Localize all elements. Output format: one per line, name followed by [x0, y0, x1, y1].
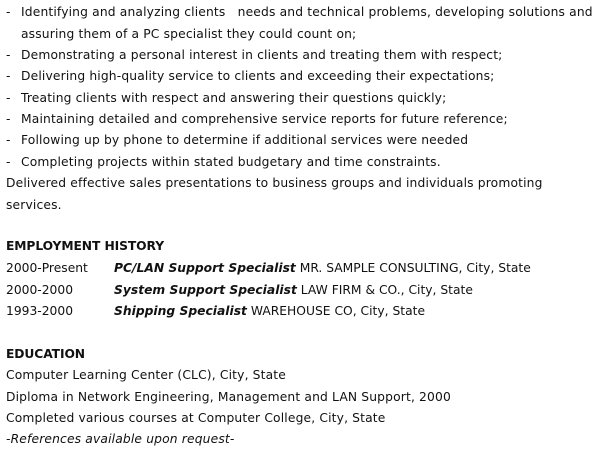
- employment-heading: EMPLOYMENT HISTORY: [6, 239, 165, 253]
- employment-years: 2000-Present: [6, 261, 88, 275]
- job-title: PC/LAN Support Specialist: [114, 261, 296, 275]
- job-title: Shipping Specialist: [114, 304, 247, 318]
- education-line: Computer Learning Center (CLC), City, State: [6, 368, 286, 382]
- bullet-item: - Identifying and analyzing clients needs and technical problems, developing solutions and: [6, 5, 593, 19]
- bullet-item: - Completing projects within stated budgetary and time constraints.: [6, 155, 441, 169]
- references-note: -References available upon request-: [6, 432, 235, 446]
- bullet-item: - Following up by phone to determine if additional services were needed: [6, 133, 469, 147]
- bullet-item: - Maintaining detailed and comprehensive service reports for future reference;: [6, 112, 508, 126]
- employment-row: [6, 260, 531, 276]
- employment-years: 2000-2000: [6, 283, 74, 297]
- bullet-text: Maintaining detailed and comprehensive service reports for future reference;: [21, 112, 508, 126]
- education-line: Completed various courses at Computer College, City, State: [6, 411, 386, 425]
- bullet-item: - Demonstrating a personal interest in clients and treating them with respect;: [6, 48, 503, 62]
- employment-row: [6, 282, 473, 298]
- bullet-text: Following up by phone to determine if additional services were needed: [21, 133, 469, 147]
- education-line: Diploma in Network Engineering, Management and LAN Support, 2000: [6, 390, 451, 404]
- sales-summary-line: services.: [6, 198, 62, 212]
- education-heading: EDUCATION: [6, 347, 85, 361]
- bullet-text: Delivering high-quality service to clients and exceeding their expectations;: [21, 69, 495, 83]
- employer: WAREHOUSE CO, City, State: [250, 304, 426, 318]
- bullet-text: Demonstrating a personal interest in clients and treating them with respect;: [21, 48, 503, 62]
- job-title: System Support Specialist: [114, 283, 297, 297]
- bullet-item: - Treating clients with respect and answering their questions quickly;: [6, 91, 447, 105]
- bullet-continuation: assuring them of a PC specialist they could count on;: [21, 27, 357, 41]
- employer: MR. SAMPLE CONSULTING, City, State: [299, 261, 531, 275]
- bullet-item: - Delivering high-quality service to clients and exceeding their expectations;: [6, 69, 495, 83]
- employer: LAW FIRM & CO., City, State: [300, 283, 473, 297]
- employment-years: 1993-2000: [6, 304, 74, 318]
- sales-summary-line: Delivered effective sales presentations to business groups and individuals promoting: [6, 176, 543, 190]
- bullet-text: Identifying and analyzing clients needs and technical problems, developing solutions and: [21, 5, 593, 19]
- bullet-text: Treating clients with respect and answering their questions quickly;: [21, 91, 447, 105]
- bullet-text: Completing projects within stated budgetary and time constraints.: [21, 155, 441, 169]
- employment-row: [6, 303, 425, 319]
